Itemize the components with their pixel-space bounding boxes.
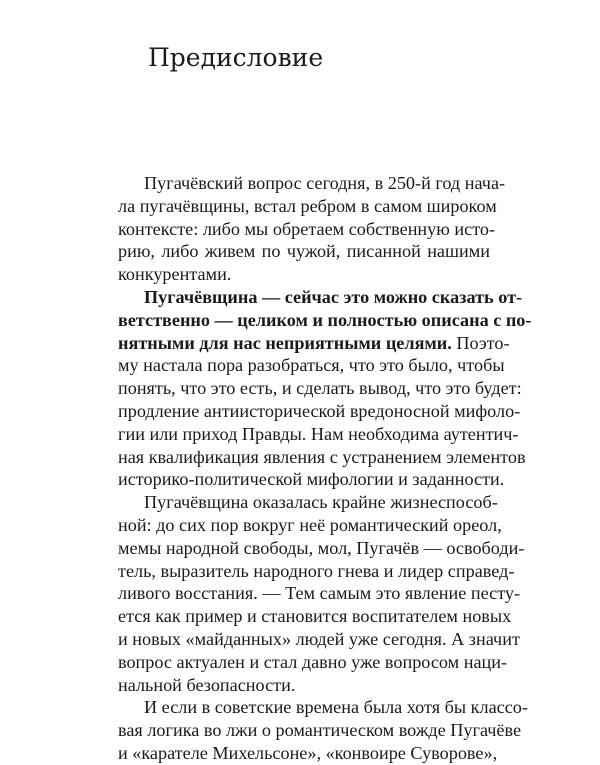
text-line: ется как пример и становится воспитателем новых — [118, 606, 512, 627]
text-line: историко-политической мифологии и заданности. — [118, 469, 505, 490]
text-line: ветственно — целиком и полностью описана с по- — [118, 309, 532, 330]
text-line: тель, выразитель народного гнева и лидер справед- — [118, 560, 515, 581]
text-line: рию, либо живем по чужой, писанной нашими — [118, 241, 490, 262]
text-line: Пугачёвский вопрос сегодня, в 250-й год нача- — [144, 173, 506, 193]
text-line: и новых «майданных» людей уже сегодня. А значит — [118, 628, 520, 649]
text-line: И если в советские времена была хотя бы классо- — [144, 697, 528, 718]
text-line: продление антиисторической вредоносной мифоло- — [118, 400, 521, 421]
text-line: конкурентами. — [118, 264, 232, 285]
text-line: нальной безопасности. — [118, 674, 296, 695]
text-line: ла пугачёвщины, встал ребром в самом широком — [118, 195, 497, 216]
chapter-title: Предисловие — [148, 43, 324, 72]
text-line: понять, что это есть, и сделать вывод, что это будет: — [118, 378, 522, 399]
text-line-mixed — [118, 332, 510, 355]
text-line: Пугачёвщина оказалась крайне жизнеспособ- — [144, 492, 498, 513]
body-text — [118, 172, 532, 765]
text-line: Пугачёвщина — сейчас это можно сказать от- — [144, 286, 523, 307]
text-line: му настала пора разобраться, что это было, чтобы — [118, 355, 505, 376]
text-line: ливого восстания. — Тем самым это явление песту- — [118, 583, 521, 604]
bold-fragment: нятными для нас неприятными целями. — [118, 332, 452, 353]
text-line: контексте: либо мы обретаем собственную исто- — [118, 218, 496, 239]
text-line: вопрос актуален и стал давно уже вопросом наци- — [118, 651, 508, 672]
regular-fragment: Поэто- — [451, 332, 510, 353]
text-line: мемы народной свободы, мол, Пугачёв — освободи- — [118, 537, 525, 558]
text-line: вая логика во лжи о романтическом вожде Пугачёве — [118, 720, 522, 741]
text-line: ная квалификация явления с устранением элементов — [118, 446, 526, 467]
text-line: и «карателе Михельсоне», «конвоире Суворове», — [118, 742, 498, 763]
text-line: ной: до сих пор вокруг неё романтический ореол, — [118, 514, 502, 535]
text-line: гии или приход Правды. Нам необходима аутентич- — [118, 423, 519, 444]
